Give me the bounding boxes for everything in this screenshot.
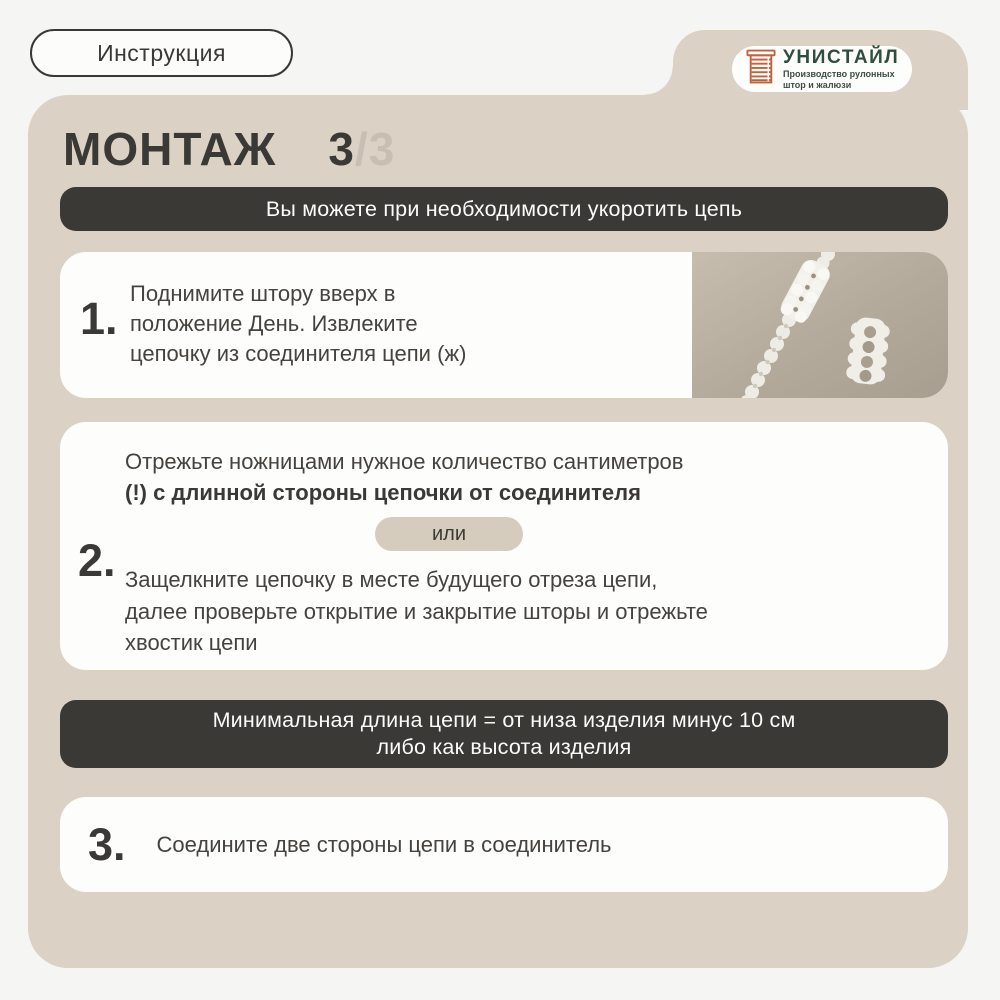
brand-subtitle-line1: Производство рулонных: [783, 69, 895, 79]
step-1-number: 1.: [80, 293, 118, 344]
banner-min-chain-length-line1: Минимальная длина цепи = от низа изделия минус 10 см: [212, 708, 796, 732]
step-3-card: [60, 797, 948, 892]
page-title-text: МОНТАЖ: [63, 123, 277, 175]
brand-subtitle-line2: штор и жалюзи: [783, 79, 852, 90]
step-1-line2: положение День. Извлеките: [130, 311, 418, 336]
chain-photo: [692, 252, 948, 398]
brand-logo-text: [783, 48, 899, 90]
step-1-text: [130, 279, 466, 369]
step-3-text: Соедините две стороны цепи в соединитель: [156, 831, 612, 857]
page-title: [63, 122, 395, 176]
blinds-icon: [746, 49, 776, 90]
step-1-card: [60, 252, 948, 398]
or-divider: [375, 517, 523, 551]
or-divider-label: или: [431, 522, 466, 545]
brand-logo: [732, 46, 912, 92]
step-1-line1: Поднимите штору вверх в: [130, 281, 396, 306]
page-counter-current: 3: [328, 123, 355, 175]
step-3-number: 3.: [88, 819, 126, 870]
instruction-badge: [30, 29, 293, 77]
step-2-number: 2.: [78, 535, 116, 586]
banner-min-chain-length-line2: либо как высота изделия: [376, 735, 632, 759]
banner-shorten-chain-text: Вы можете при необходимости укоротить цепь: [265, 196, 743, 221]
step-2-option2-line3: хвостик цепи: [125, 630, 258, 655]
instruction-badge-label: Инструкция: [97, 39, 226, 66]
chain-photo-graphic: [692, 252, 948, 398]
step-2-option1: [125, 446, 683, 508]
banner-shorten-chain: [60, 187, 948, 231]
banner-min-chain-length: [60, 700, 948, 768]
step-2-option2-line1: Защелкните цепочку в месте будущего отреза цепи,: [125, 567, 658, 592]
step-2-option2-line2: далее проверьте открытие и закрытие шторы и отрежьте: [125, 598, 708, 624]
step-1-line3: цепочку из соединителя цепи (ж): [130, 341, 467, 366]
step-2-option1-regular: Отрежьте ножницами нужное количество сантиметров: [125, 449, 684, 474]
logo-tab-curve: [645, 67, 673, 95]
page-counter: [328, 123, 395, 175]
step-2-option1-bold: (!) с длинной стороны цепочки от соединителя: [125, 480, 641, 505]
page-counter-total: /3: [354, 123, 396, 175]
brand-name: УНИСТАЙЛ: [783, 47, 900, 68]
step-2-option2: [125, 564, 708, 659]
step-2-card: [60, 422, 948, 670]
